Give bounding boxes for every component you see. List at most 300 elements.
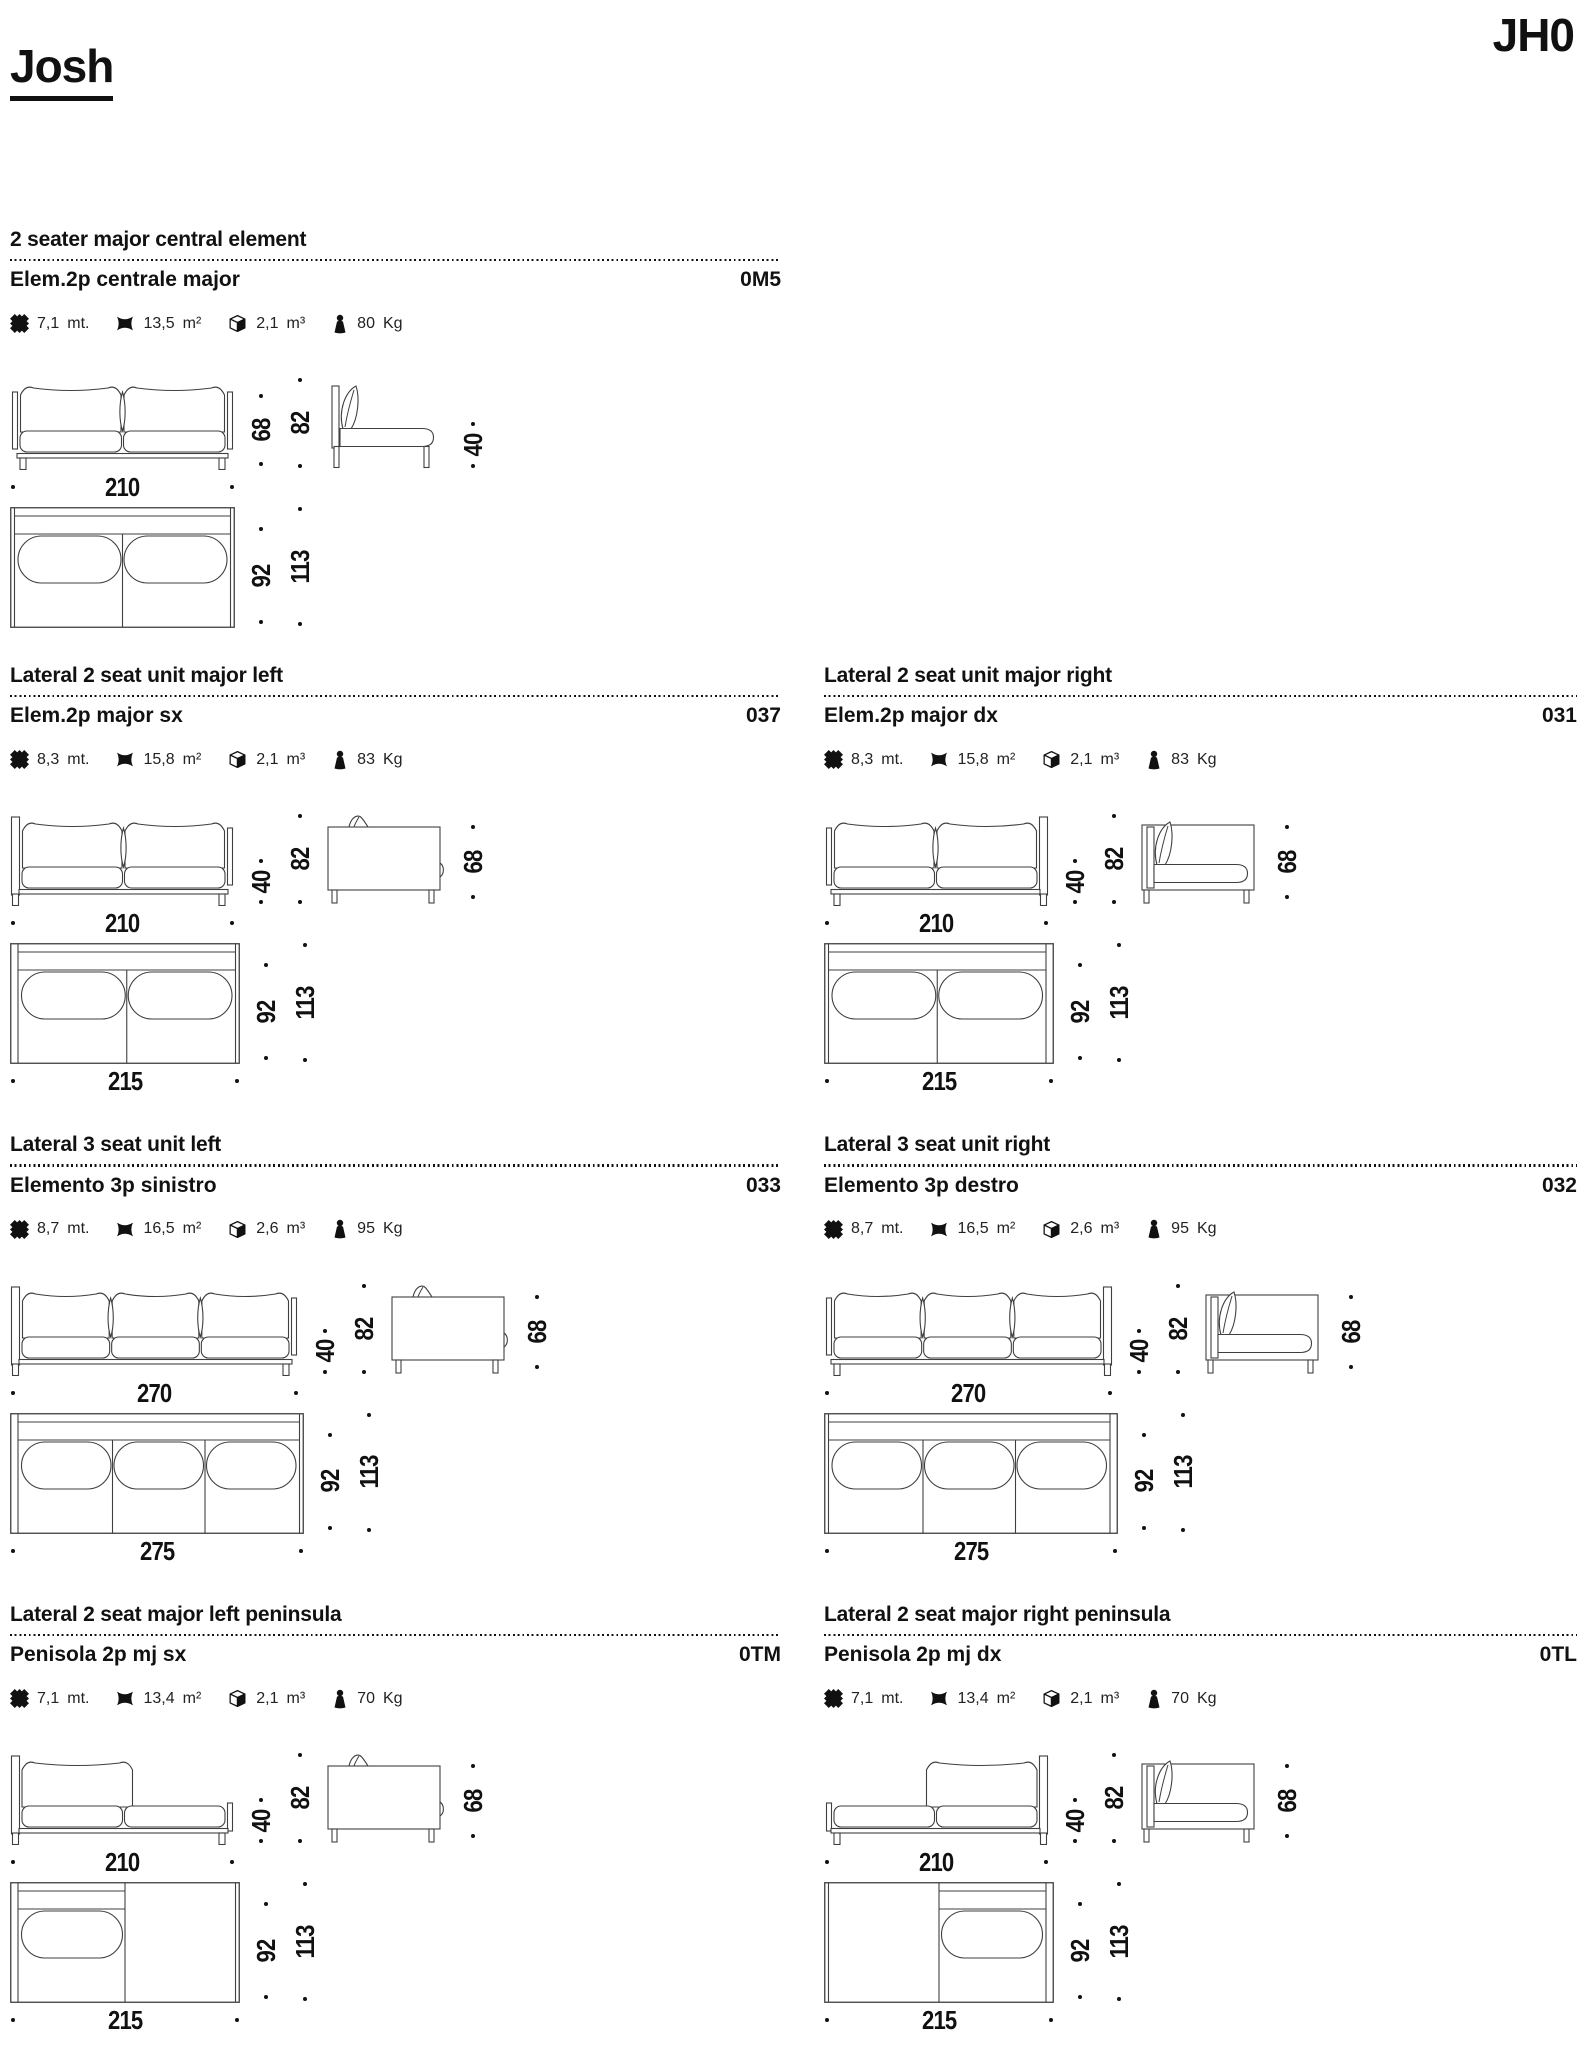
section-code: 0M5 [740,268,781,292]
dimension-dot [825,1079,829,1083]
spec-item [824,1689,903,1708]
dimension-dot [259,527,263,531]
spec-unit: Kg [382,750,403,768]
dimension-dot [303,1882,307,1886]
dimension-dot [298,900,302,904]
spec-unit: m² [996,750,1016,768]
top-view-block [10,507,235,628]
technical-drawing [824,814,1577,1097]
top-view-block [10,1882,240,2036]
dimension-label: 40 [245,870,276,894]
technical-drawing [824,1284,1577,1567]
section-title-it: Elem.2p centrale major [10,268,240,292]
section-title-en: Lateral 3 seat unit left [10,1133,222,1157]
front-view-drawing [10,814,235,906]
dimension-dot [471,1834,475,1838]
spec-value: 80 [357,314,375,332]
spec-value: 8,3 [37,750,60,768]
section-title-it: Penisola 2p mj dx [824,1643,1002,1667]
top-view-block [824,1413,1118,1567]
dimension-dot [535,1365,539,1369]
spec-value: 2,1 [1070,750,1093,768]
top-view-drawing [10,507,235,628]
spec-value: 16,5 [957,1220,989,1238]
front-view-drawing [824,1284,1113,1376]
top-view-drawing [824,1882,1054,2003]
dimension-extent [10,2004,240,2036]
section-code: 031 [1541,704,1577,728]
section-name-row [10,704,781,728]
top-view-block [824,943,1054,1097]
dimension-label: 82 [1162,1317,1193,1341]
section-name-row [10,268,781,292]
product-section [824,664,1577,1097]
fabric-length-icon [824,1220,843,1239]
dimension-label: 270 [951,1377,986,1408]
dimension-dot [1112,1753,1116,1757]
section-title-en: Lateral 2 seat major right peninsula [824,1602,1171,1626]
dimension-label: 68 [245,418,276,442]
dotted-divider [824,695,1577,697]
spec-item [227,1219,305,1240]
drawing-row [10,943,781,1097]
dimension-dot [299,1549,303,1553]
dimension-label: 40 [309,1339,340,1363]
spec-value: 2,1 [1070,1689,1093,1707]
dimension-dot [11,1549,15,1553]
spec-list [824,1219,1577,1240]
dimension-label: 68 [521,1320,552,1344]
product-section [10,1133,781,1566]
dimension-dot [298,1839,302,1843]
spec-unit: mt. [881,1220,904,1238]
dimension-dot [1073,859,1077,863]
spec-value: 2,6 [256,1220,279,1238]
spec-unit: m² [996,1689,1016,1707]
spec-value: 2,1 [256,314,279,332]
dimension-label: 40 [1059,870,1090,894]
section-title-it: Elemento 3p destro [824,1173,1019,1197]
spec-value: 83 [1171,750,1189,768]
top-view-drawing [10,943,240,1064]
dimension-extent [824,1535,1118,1567]
dotted-divider [824,1634,1577,1636]
dotted-divider [10,259,781,261]
dimension-label: 68 [1271,1789,1302,1813]
section-title-it: Penisola 2p mj sx [10,1643,187,1667]
spec-item [1145,750,1216,770]
dimension-dot [1285,895,1289,899]
dimension-label: 92 [250,1939,281,1963]
sections-grid [10,228,1578,2072]
dimension-dot [303,1058,307,1062]
spec-unit: mt. [67,314,90,332]
section-title-en: 2 seater major central element [10,227,307,251]
dimension-label: 113 [289,1925,320,1959]
dimension-label: 40 [1123,1339,1154,1363]
leather-area-icon [929,1220,949,1239]
dimension-dot [1049,1079,1053,1083]
dimension-label: 215 [107,1066,143,1097]
spec-value: 15,8 [143,750,175,768]
dimension-extent [1337,1295,1364,1369]
dimension-label: 68 [1335,1320,1366,1344]
dimension-extent [1273,825,1300,899]
front-view-block [10,1753,235,1878]
dimension-extent [824,1065,1054,1097]
dimension-dot [1137,1370,1141,1374]
dimension-extent [252,1902,279,1999]
fabric-length-icon [10,750,29,769]
spec-unit: m² [182,750,202,768]
spec-item [331,1219,402,1239]
spec-value: 8,7 [851,1220,874,1238]
spec-item [1145,1689,1216,1709]
dimension-extent [824,2004,1054,2036]
spec-list [824,749,1577,770]
dimension-label: 82 [348,1317,379,1341]
dimension-dot [230,485,234,489]
product-section [10,228,781,628]
front-view-block [824,814,1049,939]
side-view-drawing [325,378,447,470]
dimension-label: 92 [245,564,276,587]
dimension-extent [459,422,486,468]
dimension-dot [259,859,263,863]
section-title-en: Lateral 2 seat unit major left [10,664,283,688]
spec-unit: m² [182,1689,202,1707]
dimension-label: 68 [1271,850,1302,874]
section-name-row [10,1174,781,1198]
dimension-label: 215 [921,1066,957,1097]
drawing-row [10,814,781,939]
section-code: 0TL [1539,1643,1577,1667]
dimension-dot [235,2018,239,2022]
dimension-label: 68 [457,850,488,874]
dimension-label: 82 [1098,847,1129,871]
spec-value: 95 [357,1220,375,1238]
dotted-divider [824,1164,1577,1166]
dimension-extent [247,859,274,904]
dimension-dot [11,485,15,489]
drawing-row [824,814,1577,939]
dotted-divider [10,695,781,697]
dimension-dot [303,1997,307,2001]
spec-value: 13,5 [143,314,175,332]
product-section [824,1133,1577,1566]
spec-item [227,313,305,334]
dimension-dot [471,825,475,829]
dimension-dot [1142,1433,1146,1437]
spec-item [331,1689,402,1709]
dimension-dot [1176,1370,1180,1374]
dimension-dot [825,1860,829,1864]
top-view-drawing [10,1882,240,2003]
leather-area-icon [115,750,135,769]
dimension-extent [291,943,318,1062]
dimension-dot [1117,1997,1121,2001]
dimension-extent [1100,1753,1127,1843]
dimension-extent [824,1846,1049,1878]
dimension-extent [523,1295,550,1369]
dimension-dot [1142,1526,1146,1530]
section-name-row [10,1643,781,1667]
dimension-dot [1137,1329,1141,1333]
dimension-dot [230,1860,234,1864]
dimension-extent [10,1377,299,1409]
volume-cube-icon [1041,1219,1062,1240]
spec-item [1041,749,1119,770]
dimension-dot [264,1902,268,1906]
dimension-extent [1066,963,1093,1060]
spec-item [10,1689,89,1708]
front-view-block [824,1753,1049,1878]
dimension-dot [298,814,302,818]
spec-value: 13,4 [143,1689,175,1707]
drawing-row [824,1753,1577,1878]
dimension-dot [11,1860,15,1864]
technical-drawing [10,378,781,628]
spec-item [331,314,402,334]
dimension-extent [311,1329,338,1374]
spec-list [10,749,781,770]
spec-value: 8,7 [37,1220,60,1238]
spec-value: 8,3 [851,750,874,768]
spec-unit: Kg [382,1220,403,1238]
dimension-extent [824,1377,1113,1409]
spec-value: 2,1 [256,1689,279,1707]
leather-area-icon [929,1689,949,1708]
leather-area-icon [115,1220,135,1239]
weight-icon [331,1689,349,1709]
dimension-extent [1066,1902,1093,1999]
fabric-length-icon [10,1689,29,1708]
spec-item [331,750,402,770]
dimension-extent [1125,1329,1152,1374]
side-view-drawing [1139,1753,1261,1845]
dimension-dot [1285,825,1289,829]
dimension-dot [259,462,263,466]
dimension-label: 113 [1103,986,1134,1020]
dimension-dot [1078,1902,1082,1906]
dimension-extent [1130,1433,1157,1530]
fabric-length-icon [10,314,29,333]
product-section [10,664,781,1097]
dimension-dot [328,1433,332,1437]
section-title-en: Lateral 3 seat unit right [824,1133,1051,1157]
volume-cube-icon [227,1688,248,1709]
section-name-row [824,1174,1577,1198]
dimension-dot [259,1798,263,1802]
dimension-dot [323,1370,327,1374]
dimension-extent [1164,1284,1191,1374]
dimension-label: 82 [1098,1786,1129,1810]
drawing-row [824,1413,1577,1567]
dimension-dot [471,422,475,426]
dimension-label: 275 [953,1535,989,1566]
spec-unit: m³ [286,314,306,332]
spec-item [929,1220,1015,1239]
front-view-drawing [10,1753,235,1845]
dimension-dot [1349,1295,1353,1299]
dimension-dot [11,1391,15,1395]
section-code: 0TM [739,1643,781,1667]
dimension-dot [259,900,263,904]
spec-unit: m³ [286,1689,306,1707]
dimension-label: 68 [457,1789,488,1813]
dimension-extent [252,963,279,1060]
spec-unit: Kg [1196,750,1217,768]
volume-cube-icon [1041,1688,1062,1709]
spec-unit: m² [182,1220,202,1238]
dimension-dot [1112,814,1116,818]
section-title-it: Elem.2p major dx [824,704,998,728]
spec-item [115,1689,201,1708]
dimension-extent [286,1753,313,1843]
dimension-dot [1117,943,1121,947]
dimension-dot [1078,1995,1082,1999]
dimension-dot [1078,963,1082,967]
dimension-label: 210 [919,1847,954,1878]
dimension-label: 82 [284,411,315,435]
spec-value: 15,8 [957,750,989,768]
dimension-dot [1073,900,1077,904]
spec-list [824,1688,1577,1709]
dimension-dot [235,1079,239,1083]
dimension-dot [259,620,263,624]
dimension-extent [1273,1764,1300,1838]
dimension-extent [1061,1798,1088,1843]
dimension-extent [247,394,274,466]
spec-unit: m³ [286,750,306,768]
technical-drawing [10,814,781,1097]
side-view-drawing [325,1753,447,1845]
spec-item [10,314,89,333]
side-view-drawing [1203,1284,1325,1376]
top-view-drawing [824,943,1054,1064]
dimension-dot [825,1391,829,1395]
technical-drawing [10,1284,781,1567]
leather-area-icon [115,314,135,333]
spec-list [10,1219,781,1240]
drawing-row [10,1882,781,2036]
spec-item [1145,1219,1216,1239]
spec-item [10,750,89,769]
dimension-dot [1285,1834,1289,1838]
spec-value: 7,1 [851,1689,874,1707]
spec-unit: mt. [67,750,90,768]
dimension-extent [1100,814,1127,904]
spec-unit: Kg [382,1689,403,1707]
side-view-drawing [1139,814,1261,906]
dimension-dot [825,1549,829,1553]
dimension-dot [264,1995,268,1999]
dimension-extent [1105,943,1132,1062]
spec-list [10,313,781,334]
dimension-extent [459,825,486,899]
spec-item [824,1220,903,1239]
dimension-label: 113 [284,549,315,584]
dimension-dot [367,1528,371,1532]
dimension-dot [471,1764,475,1768]
dimension-extent [10,471,235,503]
section-name-row [824,704,1577,728]
spec-item [1041,1219,1119,1240]
dimension-label: 92 [1064,1939,1095,1963]
front-view-drawing [824,1753,1049,1845]
dimension-extent [1105,1882,1132,2001]
dimension-label: 40 [245,1809,276,1833]
dimension-dot [1181,1413,1185,1417]
dimension-extent [10,907,235,939]
dimension-extent [10,1065,240,1097]
dimension-dot [298,507,302,511]
drawing-row [10,1413,781,1567]
front-view-drawing [10,1284,299,1376]
dimension-extent [824,907,1049,939]
side-view-drawing [389,1284,511,1376]
dimension-dot [294,1391,298,1395]
dimension-extent [10,1846,235,1878]
front-view-drawing [10,378,235,470]
spec-item [227,749,305,770]
dimension-dot [230,921,234,925]
weight-icon [331,750,349,770]
dimension-dot [1073,1798,1077,1802]
dimension-dot [471,895,475,899]
dimension-dot [535,1295,539,1299]
dimension-dot [471,464,475,468]
top-view-block [10,1413,304,1567]
fabric-length-icon [10,1220,29,1239]
dimension-dot [362,1370,366,1374]
dimension-dot [298,622,302,626]
spec-value: 2,1 [256,750,279,768]
dimension-dot [1176,1284,1180,1288]
dimension-dot [1117,1058,1121,1062]
spec-item [824,750,903,769]
dimension-label: 210 [919,908,954,939]
dimension-dot [1049,2018,1053,2022]
dimension-extent [10,1535,304,1567]
section-code: 037 [745,704,781,728]
dimension-dot [367,1413,371,1417]
dimension-label: 92 [1128,1469,1159,1493]
dimension-extent [247,1798,274,1843]
spec-unit: m² [182,314,202,332]
front-view-drawing [824,814,1049,906]
spec-item [115,1220,201,1239]
dimension-dot [1117,1882,1121,1886]
dimension-dot [362,1284,366,1288]
drawing-row [10,1753,781,1878]
dimension-extent [286,378,313,468]
fabric-length-icon [824,1689,843,1708]
top-view-block [824,1882,1054,2036]
dimension-dot [259,1839,263,1843]
dimension-dot [11,2018,15,2022]
weight-icon [1145,750,1163,770]
dimension-label: 40 [457,433,488,457]
dimension-dot [1112,900,1116,904]
dimension-dot [298,1753,302,1757]
dimension-dot [825,921,829,925]
dimension-dot [1113,1549,1117,1553]
dimension-dot [1349,1365,1353,1369]
spec-value: 70 [1171,1689,1189,1707]
dimension-extent [1169,1413,1196,1532]
section-title-it: Elemento 3p sinistro [10,1173,217,1197]
